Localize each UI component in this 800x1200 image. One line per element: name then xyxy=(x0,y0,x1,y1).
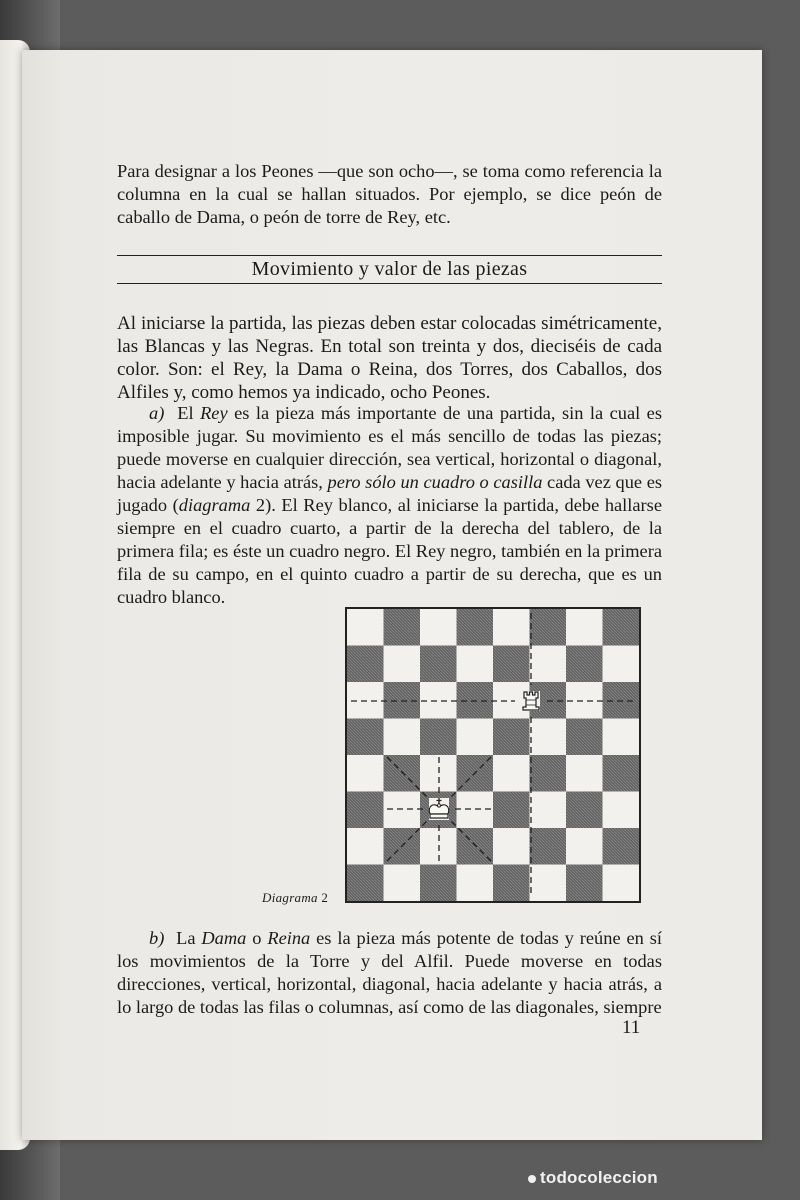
light-square xyxy=(530,646,567,683)
king-icon xyxy=(429,798,449,820)
dark-square xyxy=(603,755,640,792)
paragraph-label-b: b) xyxy=(149,928,165,948)
light-square xyxy=(566,682,603,719)
dark-square xyxy=(384,755,421,792)
caption-number: 2 xyxy=(321,890,329,905)
light-square xyxy=(493,609,530,646)
diagram-reference: diagrama xyxy=(178,495,251,515)
dark-square xyxy=(566,646,603,683)
king-text-part3: 2). El Rey blanco, al iniciarse la partida, debe hallarse siempre en el cuadro cuarto, a partir de la derecha del tablero, de la primera fila; es éste un cuadro negro. El Rey negro, también en la primera fila de su campo, en el quinto cuadro a partir de su derecha, que es un cuadro blanco. xyxy=(117,495,662,607)
queen-text-rest: es la pieza más potente de todas y reúne en sí los movimientos de la Torre y del Alfil. Puede moverse en todas direcciones, vertical, horizontal, diagonal, hacia adelante y hacia atrás, a lo largo de todas las filas o columnas, así como de las diagonales, siempre xyxy=(117,928,663,1017)
light-square xyxy=(384,646,421,683)
dark-square xyxy=(566,719,603,756)
paragraph-king xyxy=(117,402,662,609)
watermark xyxy=(528,1168,658,1188)
dark-square xyxy=(603,609,640,646)
dark-square xyxy=(566,865,603,902)
king-italic-phrase: pero sólo un cuadro o casilla xyxy=(327,472,543,492)
paragraph-label-a: a) xyxy=(149,403,165,423)
queen-term-reina: Reina xyxy=(267,928,311,948)
dark-square xyxy=(420,719,457,756)
dark-square xyxy=(457,609,494,646)
light-square xyxy=(457,719,494,756)
light-square xyxy=(603,792,640,829)
light-square xyxy=(420,682,457,719)
light-square xyxy=(603,646,640,683)
dark-square xyxy=(420,865,457,902)
light-square xyxy=(384,719,421,756)
dark-square xyxy=(420,646,457,683)
queen-text-or: o xyxy=(246,928,268,948)
light-square xyxy=(603,865,640,902)
light-square xyxy=(347,828,384,865)
light-square xyxy=(530,719,567,756)
section-title: Movimiento y valor de las piezas xyxy=(251,258,528,280)
chessboard xyxy=(347,609,639,901)
dark-square xyxy=(493,865,530,902)
dark-square xyxy=(493,719,530,756)
dark-square xyxy=(347,646,384,683)
diagram-caption xyxy=(262,890,328,906)
dark-square xyxy=(530,609,567,646)
caption-word: Diagrama xyxy=(262,890,318,905)
page-number: 11 xyxy=(622,1017,641,1038)
dark-square xyxy=(566,792,603,829)
light-square xyxy=(603,719,640,756)
watermark-text: todocoleccion xyxy=(540,1168,658,1187)
dark-square xyxy=(347,792,384,829)
light-square xyxy=(566,755,603,792)
light-square xyxy=(347,609,384,646)
dark-square xyxy=(530,828,567,865)
light-square xyxy=(566,609,603,646)
dark-square xyxy=(603,682,640,719)
light-square xyxy=(530,792,567,829)
king-text-lead: El xyxy=(177,403,201,423)
dark-square xyxy=(493,792,530,829)
queen-text-lead: La xyxy=(176,928,202,948)
rook-icon xyxy=(522,691,540,711)
dark-square xyxy=(457,828,494,865)
section-rule-bottom xyxy=(117,283,662,284)
light-square xyxy=(420,828,457,865)
dark-square xyxy=(530,755,567,792)
king-text-part2: cada vez que es jugado ( xyxy=(117,472,663,515)
light-square xyxy=(347,755,384,792)
light-square xyxy=(493,828,530,865)
light-square xyxy=(493,755,530,792)
paragraph-queen xyxy=(117,927,662,1019)
dark-square xyxy=(603,828,640,865)
paragraph-pieces: Al iniciarse la partida, las piezas deben estar colocadas simétricamente, las Blancas y las Negras. En total son treinta y dos, dieciséis de cada color. Son: el Rey, la Dama o Reina, dos Torres, dos Caballos, dos Alfiles y, como hemos ya indicado, ocho Peones. xyxy=(117,313,662,403)
light-square xyxy=(566,828,603,865)
light-square xyxy=(420,609,457,646)
watermark-dot-icon xyxy=(528,1175,536,1183)
light-square xyxy=(420,755,457,792)
chess-diagram xyxy=(345,607,641,903)
intro-paragraph: Para designar a los Peones —que son ocho—, se toma como referencia la columna en la cual se hallan situados. Por ejemplo, se dice peón de caballo de Dama, o peón de torre de Rey, etc. xyxy=(117,161,662,227)
dark-square xyxy=(384,682,421,719)
dark-square xyxy=(347,865,384,902)
dark-square xyxy=(457,682,494,719)
light-square xyxy=(384,792,421,829)
light-square xyxy=(457,792,494,829)
queen-term-dama: Dama xyxy=(201,928,247,948)
light-square xyxy=(347,682,384,719)
dark-square xyxy=(384,609,421,646)
light-square xyxy=(457,865,494,902)
light-square xyxy=(457,646,494,683)
dark-square xyxy=(493,646,530,683)
king-term: Rey xyxy=(200,403,228,423)
book-page xyxy=(22,50,762,1140)
dark-square xyxy=(347,719,384,756)
king-text-part1: es la pieza más importante de una partida, sin la cual es imposible jugar. Su movimiento es el más sencillo de todas las piezas; puede moverse en cualquier dirección, sea vertical, horizontal o diagonal, hacia adelante y hacia atrás, xyxy=(117,403,663,492)
light-square xyxy=(384,865,421,902)
light-square xyxy=(530,865,567,902)
